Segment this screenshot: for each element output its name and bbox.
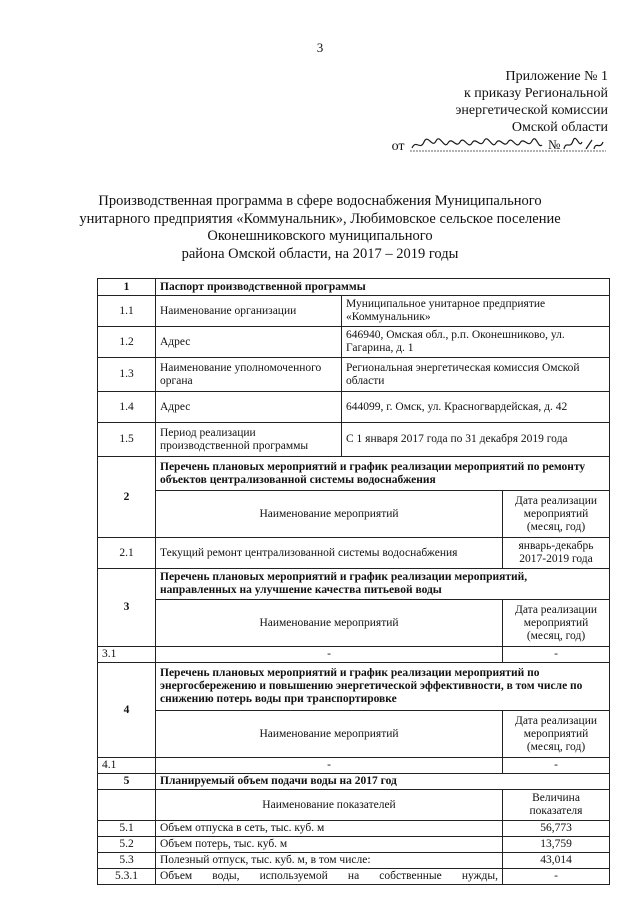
row-indicator: Объем потерь, тыс. куб. м <box>156 837 503 853</box>
row-date: январь-декабрь 2017-2019 года <box>503 538 610 569</box>
appendix-line: энергетической комиссии <box>455 103 608 118</box>
row-number: 5.3 <box>98 853 156 869</box>
page-number: 3 <box>316 40 324 55</box>
section-row <box>98 774 610 790</box>
row-number: 1.2 <box>98 327 156 358</box>
table-row <box>98 423 610 457</box>
column-header-row <box>98 491 610 538</box>
row-value: С 1 января 2017 года по 31 декабря 2019 года <box>342 423 610 457</box>
section-number: 5 <box>98 774 156 790</box>
row-event: Текущий ремонт централизованной системы водоснабжения <box>156 538 503 569</box>
column-header-date: Дата реализации мероприятий (месяц, год) <box>503 491 610 538</box>
section-row <box>98 457 610 491</box>
section-row <box>98 279 610 296</box>
table-row <box>98 758 610 774</box>
row-number: 1.1 <box>98 296 156 327</box>
table-row <box>98 392 610 423</box>
row-label: Адрес <box>156 327 342 358</box>
column-header-date: Дата реализации мероприятий (месяц, год) <box>503 711 610 758</box>
table-row <box>98 296 610 327</box>
row-date: - <box>503 758 610 774</box>
table-row <box>98 853 610 869</box>
table-row <box>98 869 610 885</box>
row-value: - <box>503 869 610 885</box>
row-label: Период реализации производственной программы <box>156 423 342 457</box>
row-number: 1.4 <box>98 392 156 423</box>
section-row <box>98 663 610 711</box>
production-program-table <box>97 278 610 885</box>
table-row <box>98 358 610 392</box>
column-header-row <box>98 600 610 647</box>
row-value: 13,759 <box>503 837 610 853</box>
column-header-event: Наименование мероприятий <box>156 600 503 647</box>
table-row <box>98 821 610 837</box>
row-date: - <box>503 647 610 663</box>
row-indicator: Объем воды, используемой на собственные нужды, <box>156 869 503 885</box>
section-number: 1 <box>98 279 156 296</box>
order-reference <box>392 137 608 155</box>
row-indicator: Полезный отпуск, тыс. куб. м, в том числе: <box>156 853 503 869</box>
section-title: Перечень плановых мероприятий и график реализации мероприятий, направленных на улучшение качества питьевой воды <box>156 569 610 600</box>
table-row <box>98 647 610 663</box>
order-prefix: от <box>391 139 405 154</box>
column-header-event: Наименование мероприятий <box>156 491 503 538</box>
row-label: Адрес <box>156 392 342 423</box>
column-header-value: Величина показателя <box>503 790 610 821</box>
row-number: 1.3 <box>98 358 156 392</box>
row-event: - <box>156 647 503 663</box>
appendix-header <box>392 68 608 155</box>
column-header-indicator: Наименование показателей <box>156 790 503 821</box>
column-header-row <box>98 790 610 821</box>
table-row <box>98 327 610 358</box>
section-number: 4 <box>98 663 156 758</box>
column-header-date: Дата реализации мероприятий (месяц, год) <box>503 600 610 647</box>
section-title: Планируемый объем подачи воды на 2017 год <box>156 774 610 790</box>
appendix-line: к приказу Региональной <box>463 86 608 101</box>
row-number: 2.1 <box>98 538 156 569</box>
table-row <box>98 538 610 569</box>
section-number: 2 <box>98 457 156 538</box>
row-value: 43,014 <box>503 853 610 869</box>
appendix-title: Приложение № 1 <box>505 69 608 84</box>
handwritten-date-and-number <box>408 137 608 153</box>
appendix-line: Омской области <box>511 120 608 135</box>
row-number: 5.3.1 <box>98 869 156 885</box>
section-title: Перечень плановых мероприятий и график реализации мероприятий по ремонту объектов централизованной системы водоснабжения <box>156 457 610 491</box>
row-number: 5.2 <box>98 837 156 853</box>
title-line: района Омской области, на 2017 – 2019 годы <box>181 245 459 262</box>
document-title <box>40 193 600 263</box>
column-header-event: Наименование мероприятий <box>156 711 503 758</box>
empty-cell <box>98 790 156 821</box>
order-no-label: № <box>548 137 561 152</box>
row-number: 1.5 <box>98 423 156 457</box>
row-value: 646940, Омская обл., р.п. Оконешниково, ул. Гагарина, д. 1 <box>342 327 610 358</box>
title-line: Производственная программа в сфере водоснабжения Муниципального <box>98 193 542 209</box>
row-label: Наименование уполномоченного органа <box>156 358 342 392</box>
row-value: Муниципальное унитарное предприятие «Коммунальник» <box>342 296 610 327</box>
section-title: Перечень плановых мероприятий и график реализации мероприятий по энергосбережению и повышению энергетической эффективности, в том числе по снижению потерь воды при транспортировке <box>156 663 610 711</box>
title-line: унитарного предприятия «Коммунальник», Любимовское сельское поселение <box>79 210 561 227</box>
row-value: 644099, г. Омск, ул. Красногвардейская, д. 42 <box>342 392 610 423</box>
title-line: Оконешниковского муниципального <box>207 228 433 244</box>
row-value: 56,773 <box>503 821 610 837</box>
row-number: 5.1 <box>98 821 156 837</box>
row-indicator: Объем отпуска в сеть, тыс. куб. м <box>156 821 503 837</box>
row-number: 4.1 <box>98 758 156 774</box>
row-label: Наименование организации <box>156 296 342 327</box>
row-value: Региональная энергетическая комиссия Омской области <box>342 358 610 392</box>
section-number: 3 <box>98 569 156 647</box>
column-header-row <box>98 711 610 758</box>
row-event: - <box>156 758 503 774</box>
section-title: Паспорт производственной программы <box>156 279 610 296</box>
section-row <box>98 569 610 600</box>
table-row <box>98 837 610 853</box>
row-number: 3.1 <box>98 647 156 663</box>
